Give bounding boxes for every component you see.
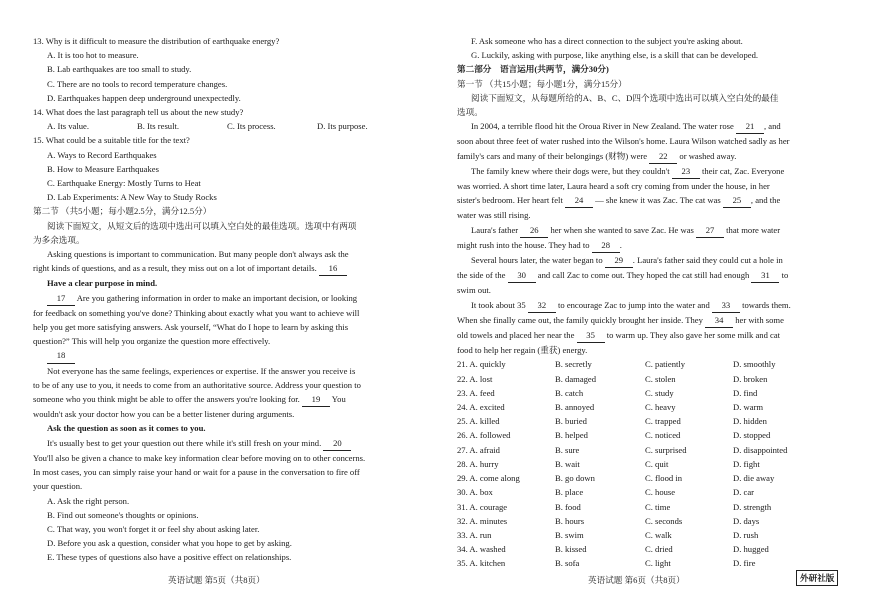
cloze-line: Several hours later, the water began to 29 . Laura's father said they could cut a hole in bbox=[457, 253, 837, 268]
cloze-option: B. hours bbox=[555, 515, 585, 526]
cloze-option: C. quit bbox=[645, 458, 669, 469]
blank-33: 33 bbox=[712, 298, 740, 313]
cloze-option: 35. A. kitchen bbox=[457, 558, 506, 569]
cloze-option: C. surprised bbox=[645, 444, 687, 455]
cloze-line: swim out. bbox=[457, 285, 491, 296]
cloze-option: D. car bbox=[733, 487, 754, 498]
cloze-line: soon about three feet of water rushed into the Wilson's home. Laura Wilson watched sadly as her bbox=[457, 136, 790, 147]
cloze-option: 22. A. lost bbox=[457, 373, 493, 384]
cloze-option: C. trapped bbox=[645, 416, 681, 427]
cloze-line: water was still rising. bbox=[457, 210, 531, 221]
cloze-line: old towels and placed her near the 35 to warm up. They also gave her some milk and cat bbox=[457, 328, 837, 343]
cloze-option: 28. A. hurry bbox=[457, 458, 499, 469]
cloze-option: B. kissed bbox=[555, 544, 587, 555]
option-14d: D. Its purpose. bbox=[317, 121, 368, 132]
section-1-heading: 第一节 （共15小题；每小题1分，满分15分） bbox=[457, 78, 627, 89]
cloze-line: food to help her regain (重获) energy. bbox=[457, 345, 588, 356]
passage-line: Asking questions is important to communication. But many people don't always ask the bbox=[47, 249, 349, 260]
cloze-option: 32. A. minutes bbox=[457, 515, 508, 526]
passage-line: wouldn't ask your doctor how you can be a better listener during arguments. bbox=[33, 409, 295, 420]
cloze-option: B. buried bbox=[555, 416, 587, 427]
cloze-option: C. study bbox=[645, 387, 674, 398]
blank-24: 24 bbox=[565, 193, 593, 208]
seven-choice-option-b: B. Find out someone's thoughts or opinions. bbox=[47, 509, 199, 520]
blank-34: 34 bbox=[705, 313, 733, 328]
passage-line: right kinds of questions, and as a result, they miss out on a lot of important details. 16 bbox=[33, 261, 425, 276]
cloze-option: C. stolen bbox=[645, 373, 676, 384]
cloze-option: D. fire bbox=[733, 558, 756, 569]
right-column bbox=[457, 34, 837, 571]
seven-choice-option-g: G. Luckily, asking with purpose, like anything else, is a skill that can be developed. bbox=[471, 50, 759, 61]
cloze-option: B. damaged bbox=[555, 373, 597, 384]
seven-choice-option-a: A. Ask the right person. bbox=[47, 495, 130, 506]
cloze-option: D. broken bbox=[733, 373, 768, 384]
page-footer-right: 英语试题 第6页（共8页） bbox=[588, 575, 685, 585]
passage-line: for feedback on something you've done? Thinking about exactly what you want to achieve will bbox=[33, 307, 360, 318]
passage-line: help you get more satisfying answers. Ask yourself, “What do I hope to learn by asking this bbox=[33, 322, 349, 333]
option-13b: B. Lab earthquakes are too small to study. bbox=[47, 64, 192, 75]
cloze-option: 26. A. followed bbox=[457, 430, 511, 441]
cloze-option: C. seconds bbox=[645, 515, 683, 526]
option-14a: A. Its value. bbox=[47, 121, 90, 132]
cloze-option: D. stopped bbox=[733, 430, 771, 441]
option-15d: D. Lab Experiments: A New Way to Study Rocks bbox=[47, 192, 217, 203]
cloze-option: B. sofa bbox=[555, 558, 580, 569]
section-2-instructions-cont: 为多余选项。 bbox=[33, 234, 85, 245]
cloze-option: 30. A. box bbox=[457, 487, 493, 498]
option-14b: B. Its result. bbox=[137, 121, 180, 132]
passage-line: 17 Are you gathering information in order to make an important decision, or looking bbox=[33, 291, 425, 306]
section-1-instructions-cont: 选项。 bbox=[457, 107, 483, 118]
seven-choice-option-e: E. These types of questions also have a positive effect on relationships. bbox=[47, 552, 292, 563]
passage-line: your question. bbox=[33, 481, 83, 492]
cloze-option-row bbox=[457, 443, 837, 457]
option-15a: A. Ways to Record Earthquakes bbox=[47, 149, 157, 160]
passage-line bbox=[33, 348, 425, 363]
cloze-option: 25. A. killed bbox=[457, 416, 500, 427]
passage-line: someone who you think might be able to offer the answers you're looking for. 19 You bbox=[33, 392, 425, 407]
cloze-line: the side of the 30 and call Zac to come out. They hoped the cat still had enough 31 to bbox=[457, 268, 837, 283]
cloze-line: The family knew where their dogs were, but they couldn't 23 their cat, Zac. Everyone bbox=[457, 164, 837, 179]
blank-28: 28 bbox=[592, 238, 620, 253]
blank-23: 23 bbox=[672, 164, 700, 179]
blank-35: 35 bbox=[577, 328, 605, 343]
option-13d: D. Earthquakes happen deep underground unexpectedly. bbox=[47, 92, 241, 103]
option-15b: B. How to Measure Earthquakes bbox=[47, 163, 159, 174]
cloze-option: D. hugged bbox=[733, 544, 769, 555]
passage-line: Not everyone has the same feelings, experiences or expertise. If the answer you receive is bbox=[47, 365, 356, 376]
blank-19: 19 bbox=[302, 392, 330, 407]
cloze-option-row bbox=[457, 414, 837, 428]
section-2-instructions: 阅读下面短文，从短文后的选项中选出可以填入空白处的最佳选项。选项中有两项 bbox=[47, 220, 357, 231]
question-14: 14. What does the last paragraph tell us about the new study? bbox=[33, 107, 244, 118]
cloze-option-row bbox=[457, 372, 837, 386]
cloze-option: C. dried bbox=[645, 544, 673, 555]
option-13c: C. There are no tools to record temperature changes. bbox=[47, 78, 228, 89]
blank-25: 25 bbox=[723, 193, 751, 208]
cloze-option: C. patiently bbox=[645, 359, 686, 370]
cloze-option-row bbox=[457, 514, 837, 528]
option-14c: C. Its process. bbox=[227, 121, 276, 132]
passage-line: It's usually best to get your question out there while it's still fresh on your mind. 20 bbox=[33, 436, 425, 451]
cloze-line: sister's bedroom. Her heart felt 24 — she knew it was Zac. The cat was 25 , and the bbox=[457, 193, 837, 208]
cloze-option: B. food bbox=[555, 501, 581, 512]
cloze-line: When she finally came out, the family quickly brought her inside. They 34 her with some bbox=[457, 313, 837, 328]
cloze-option: C. time bbox=[645, 501, 671, 512]
cloze-option-row bbox=[457, 556, 837, 570]
blank-16: 16 bbox=[319, 261, 347, 276]
cloze-option: B. annoyed bbox=[555, 402, 595, 413]
blank-20: 20 bbox=[323, 436, 351, 451]
section-1-instructions: 阅读下面短文，从每题所给的A、B、C、D四个选项中选出可以填入空白处的最佳 bbox=[471, 92, 779, 103]
passage-line: question?” This will help you organize the question more effectively. bbox=[33, 336, 271, 347]
cloze-option: D. smoothly bbox=[733, 359, 776, 370]
cloze-option: D. disappointed bbox=[733, 444, 788, 455]
heading-clear-purpose: Have a clear purpose in mind. bbox=[47, 278, 158, 289]
cloze-line: family's cars and many of their belongings (财物) were 22 or washed away. bbox=[457, 149, 837, 164]
cloze-option: 21. A. quickly bbox=[457, 359, 506, 370]
cloze-option: C. noticed bbox=[645, 430, 681, 441]
cloze-option: D. days bbox=[733, 515, 760, 526]
cloze-line: Laura's father 26 her when she wanted to save Zac. He was 27 that more water bbox=[457, 223, 837, 238]
left-column bbox=[33, 34, 425, 565]
cloze-option: C. house bbox=[645, 487, 676, 498]
blank-18: 18 bbox=[47, 348, 75, 363]
cloze-option: 24. A. excited bbox=[457, 402, 505, 413]
cloze-option-row bbox=[457, 528, 837, 542]
cloze-option: 31. A. courage bbox=[457, 501, 508, 512]
cloze-option-row bbox=[457, 485, 837, 499]
cloze-option: 29. A. come along bbox=[457, 473, 520, 484]
blank-21: 21 bbox=[736, 119, 764, 134]
cloze-option: B. wait bbox=[555, 458, 580, 469]
cloze-option-row bbox=[457, 457, 837, 471]
cloze-option-row bbox=[457, 542, 837, 556]
cloze-option-row bbox=[457, 400, 837, 414]
section-2-heading: 第二节 （共5小题；每小题2.5分，满分12.5分） bbox=[33, 206, 212, 217]
page-footer-left: 英语试题 第5页（共8页） bbox=[168, 575, 265, 585]
cloze-option: 27. A. afraid bbox=[457, 444, 500, 455]
option-13a: A. It is too hot to measure. bbox=[47, 50, 139, 61]
blank-27: 27 bbox=[696, 223, 724, 238]
cloze-option: 33. A. run bbox=[457, 529, 492, 540]
seven-choice-option-d: D. Before you ask a question, consider what you hope to get by asking. bbox=[47, 538, 292, 549]
cloze-option: D. fight bbox=[733, 458, 760, 469]
passage-line: You'll also be given a chance to make key information clear before moving on to other concerns. bbox=[33, 452, 366, 463]
question-14-options bbox=[33, 119, 425, 133]
blank-22: 22 bbox=[649, 149, 677, 164]
cloze-option: B. catch bbox=[555, 387, 584, 398]
seven-choice-option-c: C. That way, you won't forget it or feel shy about asking later. bbox=[47, 523, 260, 534]
cloze-option: B. secretly bbox=[555, 359, 592, 370]
cloze-option-row bbox=[457, 500, 837, 514]
cloze-option: 23. A. feed bbox=[457, 387, 495, 398]
seven-choice-option-f: F. Ask someone who has a direct connection to the subject you're asking about. bbox=[471, 36, 743, 46]
cloze-option: D. die away bbox=[733, 473, 775, 484]
cloze-option: C. walk bbox=[645, 529, 672, 540]
cloze-option-row bbox=[457, 386, 837, 400]
cloze-option: D. find bbox=[733, 387, 758, 398]
cloze-option: D. warm bbox=[733, 402, 764, 413]
cloze-option: C. heavy bbox=[645, 402, 676, 413]
cloze-line: It took about 35 32 to encourage Zac to jump into the water and 33 towards them. bbox=[457, 298, 837, 313]
cloze-option-row bbox=[457, 471, 837, 485]
cloze-option-row bbox=[457, 357, 837, 371]
cloze-option: B. sure bbox=[555, 444, 580, 455]
option-15c: C. Earthquake Energy: Mostly Turns to Heat bbox=[47, 178, 201, 189]
cloze-options-table bbox=[457, 357, 837, 570]
publisher-badge: 外研社版 bbox=[796, 570, 838, 586]
question-13: 13. Why is it difficult to measure the distribution of earthquake energy? bbox=[33, 36, 280, 46]
blank-26: 26 bbox=[520, 223, 548, 238]
cloze-line: was worried. A short time later, Laura heard a soft cry coming from under the house, in her bbox=[457, 181, 770, 192]
cloze-option: B. place bbox=[555, 487, 584, 498]
cloze-option: B. helped bbox=[555, 430, 588, 441]
cloze-option-row bbox=[457, 428, 837, 442]
blank-29: 29 bbox=[605, 253, 633, 268]
passage-line: In most cases, you can simply raise your hand or wait for a pause in the conversation to fire off bbox=[33, 467, 360, 478]
cloze-option: D. strength bbox=[733, 501, 772, 512]
part-2-heading: 第二部分 语言运用(共两节，满分30分) bbox=[457, 64, 609, 75]
cloze-option: B. swim bbox=[555, 529, 584, 540]
cloze-option: C. flood in bbox=[645, 473, 683, 484]
cloze-option: C. light bbox=[645, 558, 671, 569]
heading-ask-soon: Ask the question as soon as it comes to you. bbox=[47, 423, 206, 434]
cloze-option: 34. A. washed bbox=[457, 544, 506, 555]
cloze-line: might rush into the house. They had to 28 . bbox=[457, 238, 837, 253]
blank-30: 30 bbox=[508, 268, 536, 283]
question-15: 15. What could be a suitable title for the text? bbox=[33, 135, 190, 146]
blank-32: 32 bbox=[528, 298, 556, 313]
cloze-option: B. go down bbox=[555, 473, 595, 484]
blank-17: 17 bbox=[47, 291, 75, 306]
cloze-option: D. hidden bbox=[733, 416, 767, 427]
blank-31: 31 bbox=[751, 268, 779, 283]
cloze-line: In 2004, a terrible flood hit the Oroua River in New Zealand. The water rose 21 , and bbox=[457, 119, 837, 134]
cloze-option: D. rush bbox=[733, 529, 759, 540]
passage-line: to be of any use to you, it needs to come from an authoritative source. Address your question to bbox=[33, 379, 361, 390]
